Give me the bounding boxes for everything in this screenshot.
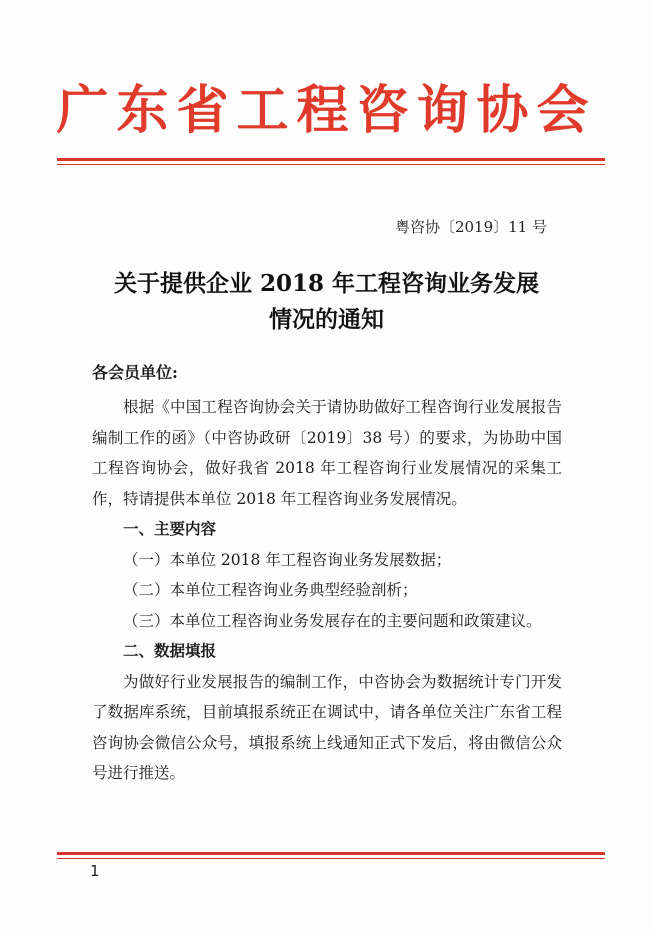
letterhead-divider-thin xyxy=(57,164,605,165)
letterhead-divider-thick xyxy=(57,158,605,161)
data-reporting-paragraph: 为做好行业发展报告的编制工作，中咨协会为数据统计专门开发了数据库系统，目前填报系统正在调试中，请各单位关注广东省工程咨询协会微信公众号，填报系统上线通知正式下发后，将由微信公众号进行推送。 xyxy=(92,672,562,782)
footer-divider xyxy=(57,852,605,860)
document-title-line1: 关于提供企业 2018 年工程咨询业务发展 xyxy=(113,270,540,297)
letterhead-divider xyxy=(57,158,605,166)
section-heading-data-reporting: 二、数据填报 xyxy=(123,641,217,660)
footer-divider-thin xyxy=(57,858,605,859)
salutation: 各会员单位: xyxy=(92,363,178,382)
footer-divider-thick xyxy=(57,852,605,855)
list-item: （一）本单位 2018 年工程咨询业务发展数据； xyxy=(123,550,452,569)
intro-paragraph: 根据《中国工程咨询协会关于请协助做好工程咨询行业发展报告编制工作的函》（中咨协政研〔2019〕38 号）的要求，为协助中国工程咨询协会，做好我省 2018 年工程咨询行业发展情况的采集工作，特请提供本单位 2018 年工程咨询业务发展情况。 xyxy=(92,398,562,508)
document-title xyxy=(60,266,593,338)
document-body xyxy=(92,392,562,789)
document-title-line2: 情况的通知 xyxy=(269,306,384,333)
letterhead-organization: 广东省工程咨询协会 xyxy=(56,80,597,141)
document-number: 粤咨协〔2019〕11 号 xyxy=(394,218,547,236)
list-item: （二）本单位工程咨询业务典型经验剖析； xyxy=(123,581,418,599)
page-number: 1 xyxy=(90,862,100,880)
section-heading-main-content: 一、主要内容 xyxy=(123,519,217,538)
list-item: （三）本单位工程咨询业务发展存在的主要问题和政策建议。 xyxy=(123,611,542,630)
